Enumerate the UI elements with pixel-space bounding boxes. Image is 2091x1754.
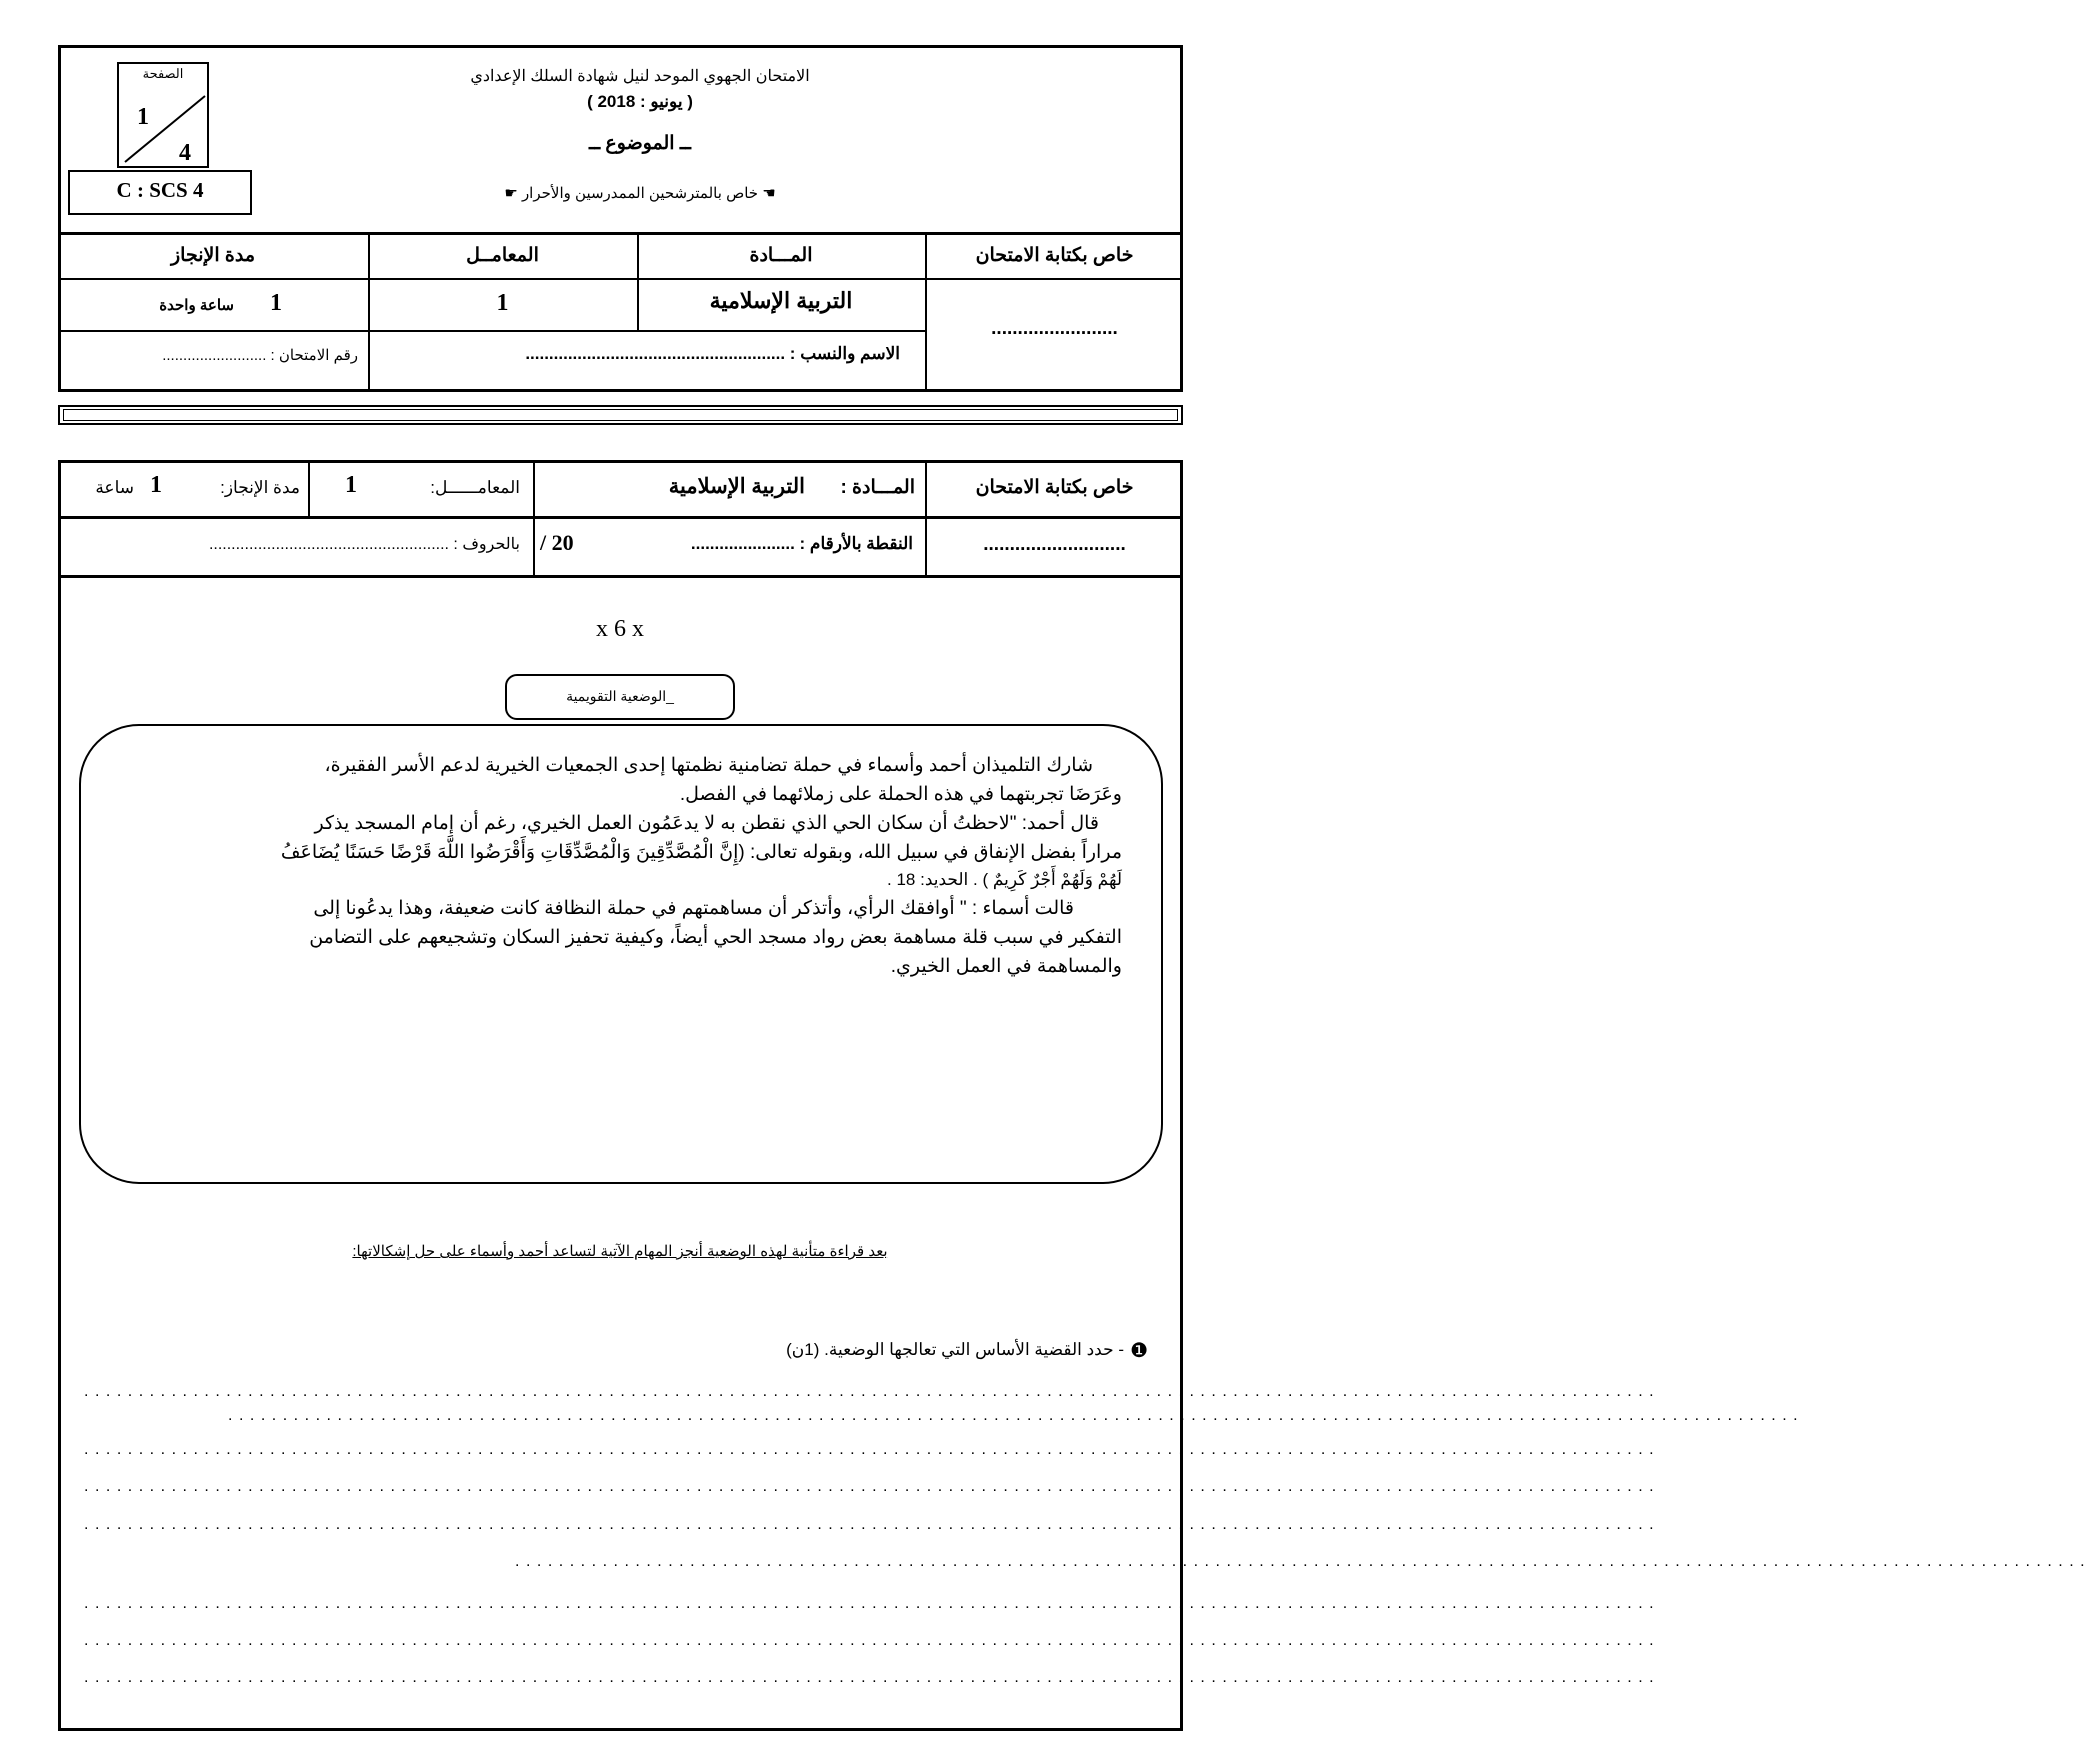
name-field[interactable]: الاسم والنسب : ....................................................... xyxy=(525,344,900,363)
header-coefficient: المعامــل xyxy=(466,245,539,266)
grade-duration-label: مدة الإنجاز: xyxy=(220,478,300,497)
answer-line-2[interactable]: ................................................................................................................................................ xyxy=(228,1407,1805,1424)
grade-office-label: خاص بكتابة الامتحان xyxy=(975,477,1134,498)
grade-table-divider xyxy=(533,460,535,576)
page-current: 1 xyxy=(137,104,149,130)
duration-number: 1 xyxy=(270,290,282,316)
situation-line-2: وعَرَضَا تجربتهما في هذه الحملة على زملائهما في الفصل. xyxy=(679,784,1122,805)
situation-line-7: التفكير في سبب قلة مساهمة بعض رواد مسجد الحي أيضاً، وكيفية تحفيز السكان وتشجيعهم على التضامن xyxy=(309,927,1122,948)
office-dots: ........................ xyxy=(991,318,1118,339)
page-total: 4 xyxy=(179,140,191,166)
grade-duration-unit: ساعة xyxy=(95,478,134,497)
answer-line-5[interactable]: ................................................................................................................................................ xyxy=(84,1516,1661,1533)
exam-number-field[interactable]: رقم الامتحان : ......................... xyxy=(162,347,358,364)
answer-line-3[interactable]: ................................................................................................................................................ xyxy=(84,1441,1661,1458)
exam-session: ( يونيو : 2018 ) xyxy=(587,92,693,111)
exam-code: C : SCS 4 xyxy=(116,178,204,202)
subject-heading: ــ الموضوع ــ xyxy=(589,133,691,154)
separator-inner xyxy=(63,409,1178,421)
question-1-number: ❶ xyxy=(1130,1340,1148,1362)
grade-table-divider xyxy=(58,575,1183,578)
exam-title: الامتحان الجهوي الموحد لنيل شهادة السلك الإعدادي xyxy=(470,68,810,85)
grade-table-divider xyxy=(58,516,1183,519)
audience-note: ☚ خاص بالمترشحين الممدرسين والأحرار ☛ xyxy=(504,185,776,202)
grade-coef-value: 1 xyxy=(345,472,357,498)
exam-number-mark: x 6 x xyxy=(596,616,644,642)
situation-line-8: والمساهمة في العمل الخيري. xyxy=(890,956,1122,977)
answer-line-9[interactable]: ................................................................................................................................................ xyxy=(84,1669,1661,1686)
page-label: الصفحة xyxy=(142,66,184,81)
info-table-divider xyxy=(58,278,1183,280)
situation-title: _الوضعية التقويمية xyxy=(566,688,674,704)
situation-line-6: قالت أسماء : " أوافقك الرأي، وأتذكر أن مساهمتهم في حملة النظافة كانت ضعيفة، وهذا يدعُونا إلى xyxy=(313,898,1074,919)
header-duration: مدة الإنجاز xyxy=(170,245,255,266)
answer-line-1[interactable]: ................................................................................................................................................ xyxy=(84,1383,1661,1400)
grade-digits-field[interactable]: النقطة بالأرقام : ...................... xyxy=(690,534,913,553)
grade-duration-value: 1 xyxy=(150,472,162,498)
grade-subject-value: التربية الإسلامية xyxy=(668,475,805,498)
grade-total: / 20 xyxy=(540,530,574,555)
question-1-text: - حدد القضية الأساس التي تعالجها الوضعية. (1ن) xyxy=(786,1340,1124,1359)
situation-line-1: شارك التلميذان أحمد وأسماء في حملة تضامنية نظمتها إحدى الجمعيات الخيرية لدعم الأسر الفقيرة، xyxy=(324,755,1093,776)
grade-subject-label: المـــادة : xyxy=(840,477,915,498)
answer-line-6[interactable]: ................................................................................................................................................ xyxy=(515,1553,2091,1570)
situation-line-3: قال أحمد: "لاحظتُ أن سكان الحي الذي نقطن به لا يدعَمُون العمل الخيري، رغم أن إمام المسجد يذكر xyxy=(314,813,1099,834)
duration-text: ساعة واحدة xyxy=(159,297,234,314)
situation-line-5: لَهُمْ وَلَهُمْ أَجْرٌ كَرِيمٌ ) . الحديد: 18 . xyxy=(887,870,1122,889)
subject-value: التربية الإسلامية xyxy=(709,288,853,313)
grade-table-divider xyxy=(308,460,310,517)
header-office: خاص بكتابة الامتحان xyxy=(975,245,1134,266)
situation-line-4: مراراً بفضل الإنفاق في سبيل الله، وبقوله تعالى: (إِنَّ الْمُصَّدِّقِينَ وَالْمُصَّدِّقَاتِ وَأَقْرَضُوا اللَّهَ قَرْضًا حَسَنًا يُضَاعَفُ xyxy=(280,842,1122,863)
coefficient-value: 1 xyxy=(496,290,509,316)
answer-line-8[interactable]: ................................................................................................................................................ xyxy=(84,1632,1661,1649)
grade-coef-label: المعامــــــل: xyxy=(430,478,520,497)
answer-line-7[interactable]: ................................................................................................................................................ xyxy=(84,1595,1661,1612)
header-subject: المـــادة xyxy=(749,245,813,266)
grade-office-dots: ........................... xyxy=(983,534,1126,555)
info-table-divider xyxy=(58,330,926,332)
instructions: بعد قراءة متأنية لهذه الوضعية أنجز المهام الآتية لتساعد أحمد وأسماء على حل إشكالاتها: xyxy=(352,1243,888,1260)
answer-line-4[interactable]: ................................................................................................................................................ xyxy=(84,1478,1661,1495)
grade-letters-field[interactable]: بالحروف : ...................................................... xyxy=(208,536,520,553)
